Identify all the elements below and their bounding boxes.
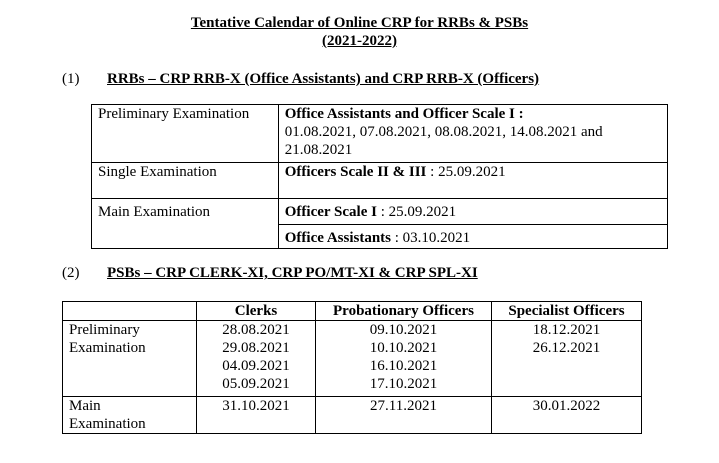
prelim-dates-line-1: 01.08.2021, 07.08.2021, 08.08.2021, 14.08.2021 and [284, 124, 603, 140]
single-cell [278, 163, 667, 199]
table-row [92, 163, 668, 199]
table-row [63, 321, 642, 397]
column-header-blank [63, 302, 197, 321]
column-header-so: Specialist Officers [492, 302, 642, 321]
prelim-po [316, 321, 492, 397]
date-value: 04.09.2021 [222, 358, 290, 374]
prelim-clerks [197, 321, 316, 397]
main-officer-line [279, 199, 667, 224]
main-so: 30.01.2022 [492, 397, 642, 434]
main-clerks: 31.10.2021 [197, 397, 316, 434]
date-value: 29.08.2021 [222, 340, 290, 356]
table-header-row [63, 302, 642, 321]
column-header-clerks: Clerks [197, 302, 316, 321]
prelim-exam-label [63, 321, 197, 397]
prelim-label: Preliminary Examination [92, 105, 279, 163]
section-2-heading: PSBs – CRP CLERK-XI, CRP PO/MT-XI & CRP SPL-XI [107, 265, 478, 281]
table-row [92, 199, 668, 249]
single-label: Single Examination [92, 163, 279, 199]
date-value: 28.08.2021 [222, 322, 290, 338]
section-1-number: (1) [62, 71, 80, 87]
main-label: Main Examination [92, 199, 279, 249]
column-header-po: Probationary Officers [316, 302, 492, 321]
section-2-number: (2) [62, 265, 80, 281]
main-exam-label-line-1: Main [69, 398, 101, 414]
main-assistant-line [279, 224, 667, 248]
date-value: 26.12.2021 [532, 340, 601, 356]
date-value: 10.10.2021 [369, 340, 438, 356]
date-value: 17.10.2021 [369, 376, 438, 392]
main-exam-label [63, 397, 197, 434]
single-value: : 25.09.2021 [426, 164, 506, 180]
single-head: Officers Scale II & III [284, 164, 427, 180]
prelim-exam-label-line-2: Examination [69, 340, 146, 356]
date-value: 05.09.2021 [222, 376, 290, 392]
prelim-cell [278, 105, 667, 163]
prelim-head: Office Assistants and Officer Scale I : [284, 106, 524, 122]
psb-calendar-table [62, 301, 642, 434]
date-value: 16.10.2021 [369, 358, 438, 374]
main-officer-value: : 25.09.2021 [376, 204, 457, 220]
main-officer-head: Officer Scale I [284, 204, 377, 220]
date-value: 09.10.2021 [369, 322, 438, 338]
main-po: 27.11.2021 [316, 397, 492, 434]
page-title: Tentative Calendar of Online CRP for RRBs & PSBs [190, 15, 529, 31]
table-row [92, 105, 668, 163]
main-exam-label-line-2: Examination [69, 416, 146, 432]
table-row [63, 397, 642, 434]
main-assistant-value: : 03.10.2021 [391, 230, 471, 246]
section-1-heading: RRBs – CRP RRB-X (Office Assistants) and CRP RRB-X (Officers) [107, 71, 540, 87]
page-subtitle: (2021-2022) [322, 33, 397, 49]
main-cell [278, 199, 667, 249]
main-assistant-head: Office Assistants [284, 230, 391, 246]
prelim-exam-label-line-1: Preliminary [69, 322, 140, 338]
prelim-dates-line-2: 21.08.2021 [284, 142, 353, 158]
prelim-so [492, 321, 642, 397]
rrb-calendar-table [91, 104, 668, 249]
date-value: 18.12.2021 [532, 322, 601, 338]
